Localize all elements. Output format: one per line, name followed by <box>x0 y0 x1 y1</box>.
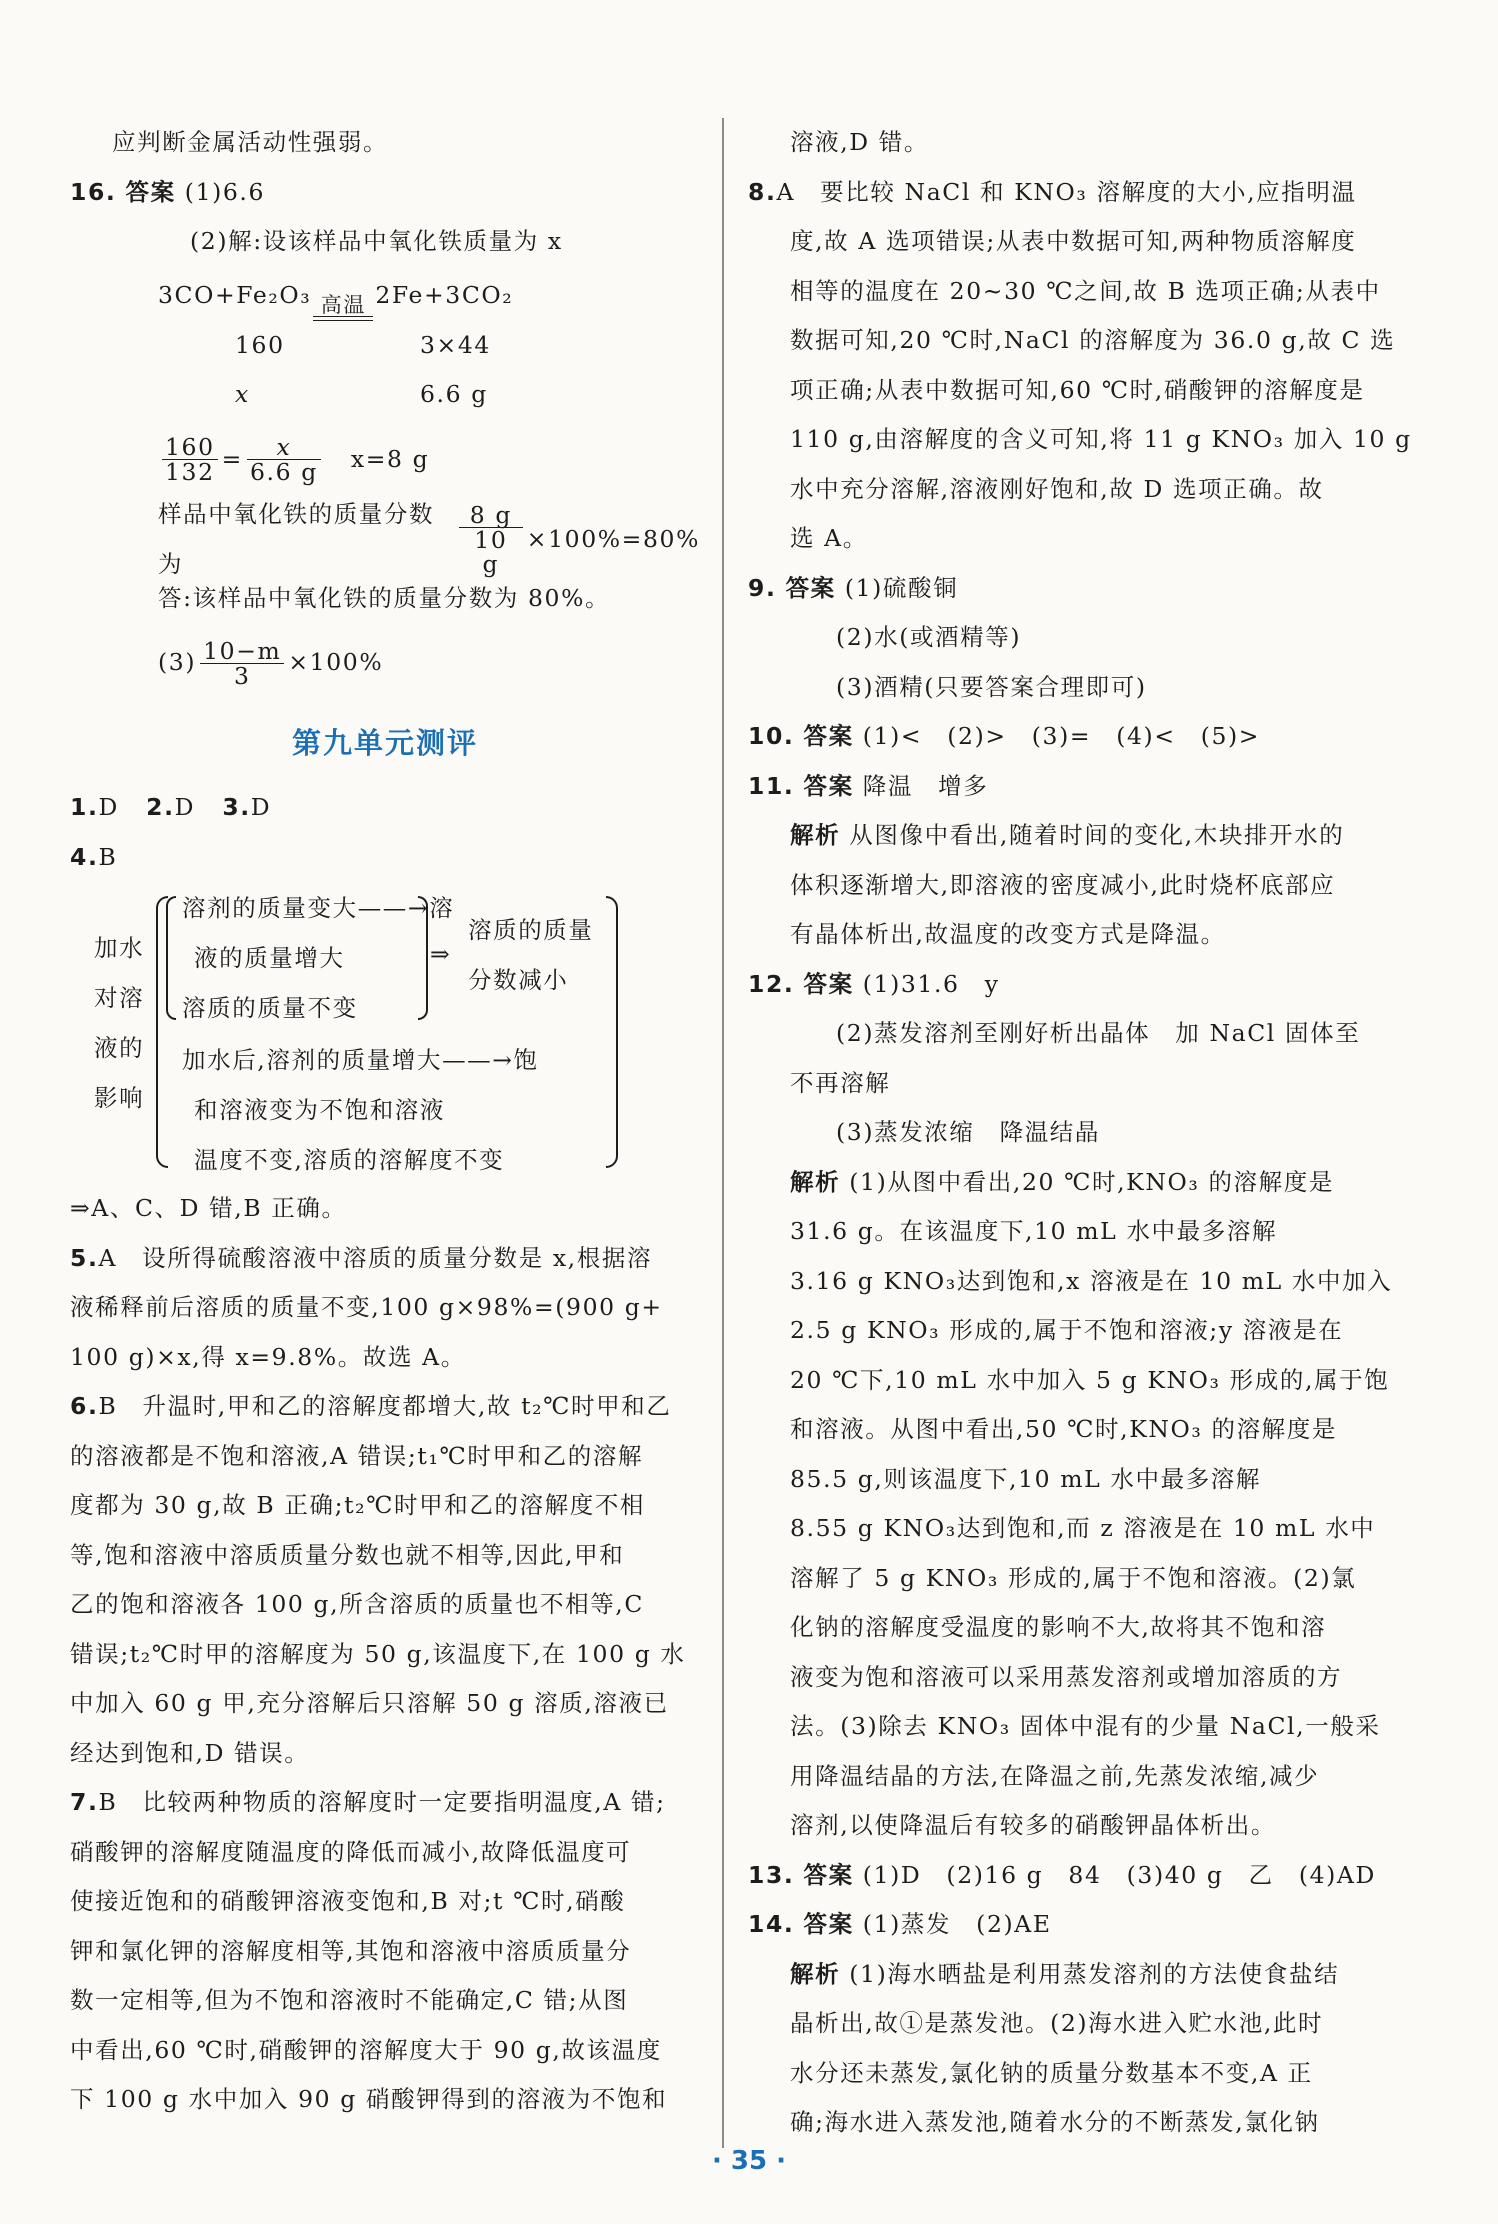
question-number: 2. <box>146 793 175 821</box>
answer-label: 答案 <box>803 771 854 800</box>
text-line: (2)解:设该样品中氧化铁质量为 x <box>190 227 563 255</box>
text-line: 应判断金属活动性强弱。 <box>112 128 389 156</box>
question-number: 11. <box>748 771 795 800</box>
known-mass: 6.6 g <box>420 380 488 408</box>
condition-label: 高温 <box>320 292 366 317</box>
chemical-equation <box>70 267 700 321</box>
molar-mass-left: 160 <box>235 330 285 359</box>
text-line: ⇒A、C、D 错,B 正确。 <box>70 1194 347 1222</box>
answer-label: 答案 <box>803 969 854 998</box>
page-number: · 35 · <box>711 2146 787 2176</box>
question-number: 9. <box>748 573 777 602</box>
equation-condition <box>311 294 375 321</box>
answer-label: 答案 <box>803 722 854 750</box>
analysis-label: 解析 <box>790 1167 841 1196</box>
section-title: 第九单元测评 <box>291 726 478 760</box>
unknown-x: x <box>235 380 250 408</box>
fraction: $\frac{160}{132}$ <box>162 435 218 484</box>
answer-label: 答案 <box>125 177 176 206</box>
question-number: 6. <box>70 1392 99 1420</box>
inner-left-brace <box>166 896 176 1020</box>
question-number: 4. <box>70 842 99 871</box>
answer-label: 答案 <box>803 1860 854 1889</box>
dilution-effect-diagram: 加水 对溶 液的 影响 溶剂的质量变大——→溶 液的质量增大 溶质的质量不变 ⇒ 溶质的质量 分数减小 加水后,溶剂的质量增大——→饱 和溶液变为不饱和溶液 温度不变,溶质的溶解度不变 <box>70 884 700 1184</box>
equation-rhs: 2Fe+3CO₂ <box>375 281 514 309</box>
answer-text: (1)6.6 <box>184 177 266 206</box>
column-divider <box>722 118 724 2148</box>
fraction: $\frac{x}{6.6 g}$ <box>247 435 321 484</box>
text-line: 答:该样品中氧化铁的质量分数为 80%。 <box>158 583 611 612</box>
question-number: 16. <box>70 177 117 206</box>
question-number: 12. <box>748 969 795 998</box>
question-number: 10. <box>748 722 795 750</box>
answer-label: 答案 <box>803 1910 854 1938</box>
right-column: 溶液,D 错。 8.A 要比较 NaCl 和 KNO₃ 溶解度的大小,应指明温 度,故 A 选项错误;从表中数据可知,两种物质溶解度 相等的温度在 20~30 ℃之间,故 B 选项正确;从表中 数据可知,20 ℃时,NaCl 的溶解度为 36.0 g,故 C 选 项正确;从表中数据可知,60 ℃时,硝酸钾的溶解度是 110 g,由溶解度的含义可知,将 11 g KNO₃ 加入 10 g 水中充分溶解,溶液刚好饱和,故 D 选项正确。故 选 A。 9. 答案 (1)硫酸铜 (2)水(或酒精等) (3)酒精(只要答案合理即可) 10. 答案 (1)< (2)> (3)= (4)< (5)> 11. 答案 降温 增多 解析 从图像中看出,随着时间的变化,木块排开水的 体积逐渐增大,即溶液的密度减小,此时烧杯底部应 有晶体析出,故温度的改变方式是降温。 12. 答案 (1)31.6 y (2)蒸发溶剂至刚好析出晶体 加 NaCl 固体至 不再溶解 (3)蒸发浓缩 降温结晶 解析 (1)从图中看出,20 ℃时,KNO₃ 的溶解度是 31.6 g。在该温度下,10 mL 水中最多溶解 3.16 g KNO₃达到饱和,x 溶液是在 10 mL 水中加入 2.5 g KNO₃ 形成的,属于不饱和溶液;y 溶液是在 20 ℃下,10 mL 水中加入 5 g KNO₃ 形成的,属于饱 和溶液。从图中看出,50 ℃时,KNO₃ 的溶解度是 85.5 g,则该温度下,10 mL 水中最多溶解 8.55 g KNO₃达到饱和,而 z 溶液是在 10 mL 水中 溶解了 5 g KNO₃ 形成的,属于不饱和溶液。(2)氯 化钠的溶解度受温度的影响不大,故将其不饱和溶 液变为饱和溶液可以采用蒸发溶剂或增加溶质的方 法。(3)除去 KNO₃ 固体中混有的少量 NaCl,一般采 用降温结晶的方法,在降温之前,先蒸发浓缩,减少 溶剂,以使降温后有较多的硝酸钾晶体析出。 13. 答案 (1)D (2)16 g 84 (3)40 g 乙 (4)AD 14. 答案 (1)蒸发 (2)AE 解析 (1)海水晒盐是利用蒸发溶剂的方法使食盐结 晶析出,故①是蒸发池。(2)海水进入贮水池,此时 水分还未蒸发,氯化钠的质量分数基本不变,A 正 确;海水进入蒸发池,随着水分的不断蒸发,氯化钠 <box>748 128 1412 2136</box>
ratio-equation: $\frac{160}{132}$ = $\frac{x}{6.6 g}$ x=8 g <box>70 420 700 500</box>
outer-right-brace <box>606 896 618 1168</box>
question-number: 14. <box>748 1910 795 1938</box>
answer-label: 答案 <box>785 573 836 602</box>
question-number: 8. <box>748 177 777 206</box>
question-number: 1. <box>70 793 99 821</box>
question-number: 3. <box>222 793 251 821</box>
ratio-result: x=8 g <box>350 444 430 473</box>
question-number: 7. <box>70 1788 99 1816</box>
fraction: $\frac{10-m}{3}$ <box>200 639 284 688</box>
part3-answer: (3) $\frac{10-m}{3}$ ×100% <box>158 636 384 690</box>
mass-fraction-line: 样品中氧化铁的质量分数为 $\frac{8 g}{10 g}$ ×100%=80% <box>158 500 700 578</box>
inner-right-brace <box>418 896 428 1020</box>
molar-mass-right: 3×44 <box>420 330 491 359</box>
analysis-label: 解析 <box>790 1959 841 1988</box>
left-column: 应判断金属活动性强弱。 16. 答案 (1)6.6 (2)解:设该样品中氧化铁质量为 x 3CO+Fe₂O₃ 高温 2Fe+3CO₂ 160 3×44 x 6.6 g $\frac{160}{132}$ = $\frac{x}{6.6 g}$ x=8 g 样品中氧化铁的质量分数为 $\frac{8 g}{10 g}$ ×100%=80% 答:该样品中氧化铁的质量分数为 80%。 (3) $\frac{10-m}{3}$ ×100% 第九单元测评 1.D 2.D 3.D 4.B 加水 对溶 液的 影响 溶剂的质量变大——→溶 液的质量增大 溶质的质量不变 ⇒ 溶质的质量 分数减小 加水后,溶剂的质量增大——→饱 和溶液变为不饱和溶液 温度不变,溶质的溶解度不变 ⇒A、C、D 错,B 正确。 5.A 设所得硫酸溶液中溶质的质量分数是 x,根据溶 液稀释前后溶质的质量不变,100 g×98%=(900 g+ 100 g)×x,得 x=9.8%。故选 A。 6.B 升温时,甲和乙的溶解度都增大,故 t₂℃时甲和乙 的溶液都是不饱和溶液,A 错误;t₁℃时甲和乙的溶解 度都为 30 g,故 B 正确;t₂℃时甲和乙的溶解度不相 等,饱和溶液中溶质质量分数也就不相等,因此,甲和 乙的饱和溶液各 100 g,所含溶质的质量也不相等,C 错误;t₂℃时甲的溶解度为 50 g,该温度下,在 100 g 水 中加入 60 g 甲,充分溶解后只溶解 50 g 溶质,溶液已 经达到饱和,D 错误。 7.B 比较两种物质的溶解度时一定要指明温度,A 错; 硝酸钾的溶解度随温度的降低而减小,故降低温度可 使接近饱和的硝酸钾溶液变饱和,B 对;t ℃时,硝酸 钾和氯化钾的溶解度相等,其饱和溶液中溶质质量分 数一定相等,但为不饱和溶液时不能确定,C 错;从图 中看出,60 ℃时,硝酸钾的溶解度大于 90 g,故该温度 下 100 g 水中加入 90 g 硝酸钾得到的溶液为不饱和 <box>70 118 700 2125</box>
question-number: 13. <box>748 1860 795 1889</box>
equation-lhs: 3CO+Fe₂O₃ <box>158 281 312 309</box>
fraction: $\frac{8 g}{10 g}$ <box>459 503 523 576</box>
analysis-label: 解析 <box>790 821 841 849</box>
question-number: 5. <box>70 1243 99 1272</box>
